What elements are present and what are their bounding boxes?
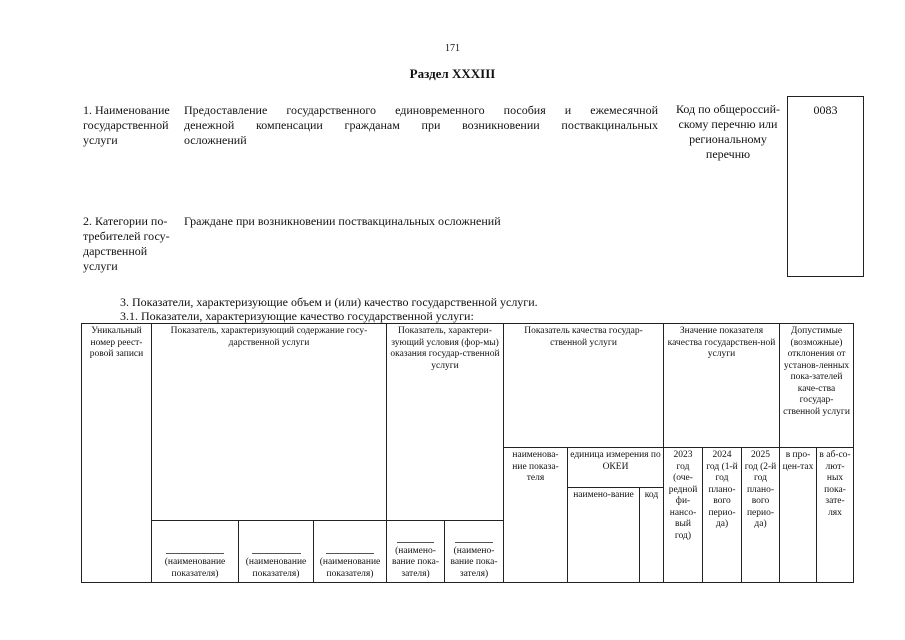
- consumers-label-line: дарственной: [83, 244, 148, 258]
- header-okei-code: код: [640, 488, 664, 583]
- subheader-label: (наименование показателя): [164, 557, 226, 579]
- service-label-line: 1. Наименование: [83, 103, 170, 117]
- subheader-label: (наимено-вание пока-зателя): [391, 545, 440, 579]
- service-name-line: осложнений: [184, 133, 247, 147]
- consumers-label-line: требителей госу-: [83, 229, 170, 243]
- header-quality-value: Значение показателя качества государствен-ной услуги: [664, 324, 780, 448]
- page-number: 171: [445, 43, 460, 54]
- header-okei-unit: единица измерения по ОКЕИ: [568, 448, 664, 488]
- service-name-line: денежной компенсации гражданам при возникновении поствакцинальных: [184, 118, 658, 132]
- header-deviations: Допустимые (возможные) отклонения от установ-ленных пока-зателей каче-ства государ-ственной услуги: [780, 324, 854, 448]
- subheader-label: (наимено-вание пока-зателя): [450, 545, 498, 579]
- subheader-conditions-2: [445, 521, 504, 583]
- subheader-content-3: [314, 521, 387, 583]
- code-value-box: [787, 96, 864, 277]
- code-label-line: региональному: [689, 132, 767, 146]
- header-quality-indicator: Показатель качества государ-ственной услуги: [504, 324, 664, 448]
- header-in-percent: в про-цен-тах: [780, 448, 817, 583]
- header-unique-number: Уникальный номер реест-ровой записи: [82, 324, 152, 583]
- service-label: [83, 103, 183, 148]
- subheader-content-2: [239, 521, 314, 583]
- service-label-line: услуги: [83, 133, 118, 147]
- subheader-content-1: [152, 521, 239, 583]
- subheader-label: (наименование показателя): [245, 557, 307, 579]
- header-conditions-indicator: Показатель, характери-зующий условия (фор-мы) оказания государ-ственной услуги: [387, 324, 504, 521]
- code-label-line: Код по общероссий-: [675, 102, 781, 116]
- header-content-indicator: Показатель, характеризующий содержание госу-дарственной услуги: [152, 324, 387, 521]
- subheader-label: (наименование показателя): [319, 557, 381, 579]
- header-year-2025: 2025 год (2-й год плано-вого перио-да): [742, 448, 780, 583]
- header-indicator-name: наименова-ние показа-теля: [504, 448, 568, 583]
- header-okei-name: наимено-вание: [568, 488, 640, 583]
- consumers-label: [83, 214, 183, 274]
- code-label: [671, 102, 785, 162]
- quality-indicators-table: [81, 323, 854, 583]
- indicators-heading: 3. Показатели, характеризующие объем и (или) качество государственной услуги.: [120, 295, 538, 309]
- subheader-conditions-1: [387, 521, 445, 583]
- header-in-absolute: в аб-со-лют-ных пока-зате-лях: [817, 448, 854, 583]
- code-label-line: перечню: [705, 147, 751, 161]
- code-label-line: скому перечню или: [678, 117, 778, 131]
- section-title: Раздел XXXIII: [409, 66, 496, 81]
- service-name: [184, 103, 658, 148]
- consumers-label-line: 2. Категории по-: [83, 214, 168, 228]
- header-year-2024: 2024 год (1-й год плано-вого перио-да): [703, 448, 742, 583]
- header-year-2023: 2023 год (оче-редной фи-нансо-вый год): [664, 448, 703, 583]
- consumers-value: Граждане при возникновении поствакцинальных осложнений: [184, 214, 501, 228]
- service-label-line: государственной: [83, 118, 169, 132]
- quality-heading: 3.1. Показатели, характеризующие качество государственной услуги:: [120, 309, 474, 323]
- code-value: 0083: [813, 103, 838, 117]
- consumers-label-line: услуги: [83, 259, 118, 273]
- service-name-line: Предоставление государственного единовременного пособия и ежемесячной: [184, 103, 658, 117]
